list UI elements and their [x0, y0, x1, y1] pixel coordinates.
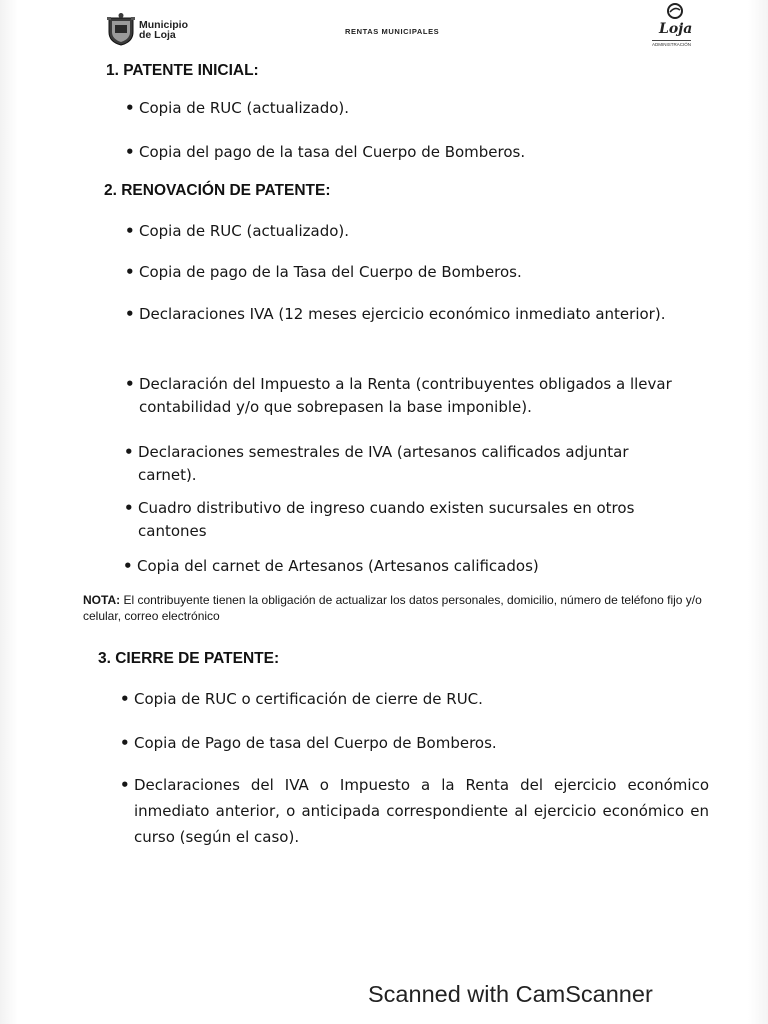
bullet: •	[125, 305, 135, 323]
list-item	[120, 732, 704, 755]
note-label: NOTA:	[83, 593, 121, 607]
list-item-text: Copia de RUC o certificación de cierre de RUC.	[134, 690, 483, 708]
list-item	[123, 555, 707, 578]
list-item	[125, 220, 709, 243]
list-item-text: Declaraciones semestrales de IVA (artesanos calificados adjuntar carnet).	[138, 443, 629, 484]
section-heading-cierre-patente: 3. CIERRE DE PATENTE:	[98, 650, 280, 667]
bullet: •	[125, 143, 135, 161]
bullet: •	[120, 734, 130, 752]
list-item	[125, 97, 709, 120]
list-item	[124, 441, 688, 487]
bullet: •	[125, 263, 135, 281]
municipality-name	[139, 20, 188, 40]
list-item-text: Copia de pago de la Tasa del Cuerpo de Bomberos.	[139, 263, 522, 281]
list-item	[124, 497, 673, 543]
list-item-text: Declaraciones IVA (12 meses ejercicio económico inmediato anterior).	[139, 305, 666, 323]
bullet: •	[125, 99, 135, 117]
municipality-name-line1: Municipio	[139, 19, 188, 31]
municipality-crest-icon	[106, 12, 136, 46]
list-item-text: Copia de Pago de tasa del Cuerpo de Bomberos.	[134, 734, 497, 752]
bullet: •	[124, 443, 134, 461]
bullet: •	[123, 557, 133, 575]
list-item	[120, 772, 709, 850]
loja-logo-tagline: ADMINISTRACIÓN	[652, 42, 692, 47]
list-item	[125, 373, 709, 419]
page-header	[0, 0, 768, 60]
list-item-text: Cuadro distributivo de ingreso cuando existen sucursales en otros cantones	[138, 499, 635, 540]
list-item-text: Copia del pago de la tasa del Cuerpo de Bomberos.	[139, 143, 526, 161]
list-item-text: Declaraciones del IVA o Impuesto a la Renta del ejercicio económico inmediato anterior, o anticipada correspondiente al ejercicio económico en curso (según el caso).	[134, 776, 709, 846]
list-item-text: Copia del carnet de Artesanos (Artesanos calificados)	[137, 557, 539, 575]
bullet: •	[120, 690, 130, 708]
bullet: •	[124, 499, 134, 517]
bullet: •	[125, 375, 135, 393]
header-title: RENTAS MUNICIPALES	[345, 27, 440, 36]
list-item-text: Copia de RUC (actualizado).	[139, 222, 350, 240]
bullet: •	[125, 222, 135, 240]
list-item	[125, 141, 709, 164]
municipality-name-line2: de Loja	[139, 29, 176, 41]
section-heading-renovacion-patente: 2. RENOVACIÓN DE PATENTE:	[104, 182, 331, 199]
list-item	[125, 303, 679, 326]
section-heading-patente-inicial: 1. PATENTE INICIAL:	[106, 62, 259, 79]
note-text: El contribuyente tienen la obligación de actualizar los datos personales, domicilio, número de teléfono fijo y/o celular, correo electrónico	[83, 593, 702, 623]
list-item-text: Copia de RUC (actualizado).	[139, 99, 350, 117]
list-item	[125, 261, 709, 284]
loja-logo-word: Loja	[659, 21, 693, 37]
list-item-text: Declaración del Impuesto a la Renta (contribuyentes obligados a llevar contabilidad y/o que sobrepasen la base imponible).	[139, 375, 672, 416]
note-paragraph	[83, 592, 703, 624]
camscanner-watermark: Scanned with CamScanner	[368, 981, 653, 1007]
list-item	[120, 688, 704, 711]
bullet: •	[120, 776, 130, 794]
